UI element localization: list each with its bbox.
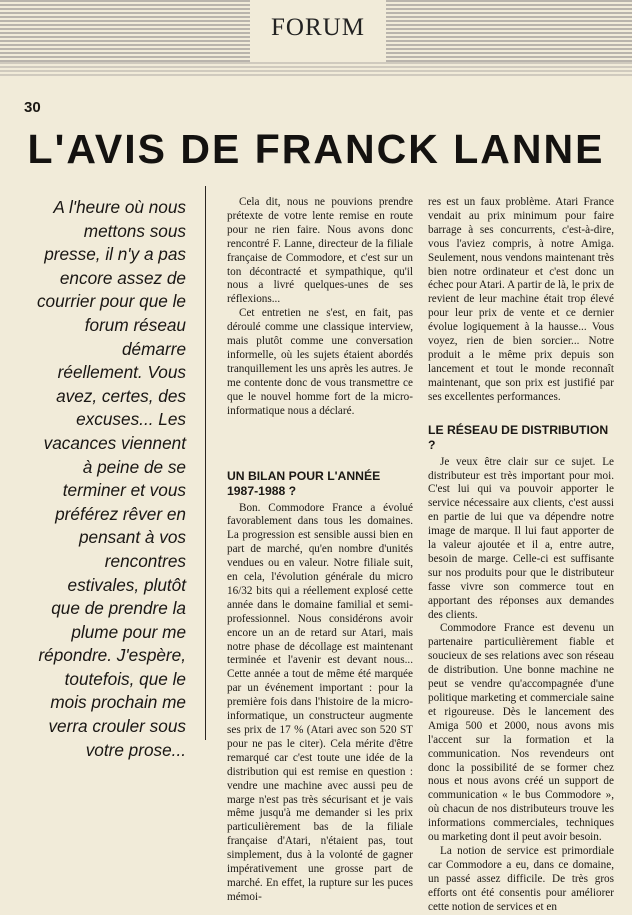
header-stripes-band: [0, 62, 632, 76]
paragraph: Bon. Commodore France a évolué favorablement dans tous les domaines. La progression est sensible aussi bien en part de marché, qu'en nombre d'unités vendues ou en valeur. Notre filiale suit, en cela, l'évolution générale du micro 16/32 bits qui a réellement explosé cette année dans le domaine familial et semi-professionnel. Nous considérons avoir encore un an de retard sur Atari, mais notre phase de décollage est maintenant terminée et l'avenir est devant nous... Cette année a tout de même été marquée par un événement important : pour la première fois dans l'histoire de la micro-informatique, un constructeur augmente ses prix de 17 % (Atari avec son 520 ST pour ne pas le citer). Cela mérite d'être remarqué car c'est toute une idée de la distribution qui est remise en question : vendre une machine avec aussi peu de marge n'est pas très sécurisant et je vais même jusqu'à me demander si les prix particulièrement bas de la filiale française d'Atari, n'étaient pas, tout simplement, dus à la volonté de gagner impérativement une grosse part de marché. En effet, la rupture sur les puces mémoi-: [227, 501, 413, 903]
body-column-2: [428, 196, 614, 915]
paragraph: Commodore France est devenu un partenaire particulièrement fiable et soucieux de ses relations avec son réseau de distribution. Une bonne machine ne peut se vendre qu'accompagnée d'une politique marketing et commerciale saine et rigoureuse. Dès le lancement des Amiga 500 et 2000, nous avons mis l'accent sur la formation et la communication. Nos revendeurs ont donc la possibilité de se former chez nous et nous avons créé un support de communication « le bus Commodore », où chacun de nos distributeurs trouve les informations commerciales, techniques ou marketing dont il peut avoir besoin.: [428, 622, 614, 844]
paragraph: Je veux être clair sur ce sujet. Le distributeur est très important pour moi. C'est lui qui va pouvoir apporter le service nécessaire aux clients, c'est aussi en partie de lui que va dépendre notre image de marque. Il lui faut apporter de la valeur ajoutée et il a, entre autre, besoin de marge. Celle-ci est suffisante sur nos produits pour que le distributeur fasse vivre son commerce tout en apportant des réponses aux demandes des clients.: [428, 455, 614, 621]
paragraph: res est un faux problème. Atari France vendait au prix minimum pour faire barrage à ses concurrents, c'est-à-dire, vous l'aviez compris, à notre Amiga. Seulement, nous vendons maintenant très bien notre ordinateur et c'est donc un échec pour Atari. A partir de là, le prix de revient de leur machine était trop élevé pour leur prix de vente et ce dernier évolue logiquement à la hausse... Vous voyez, rien de bien sorcier... Notre produit a le même prix depuis son lancement et tout le monde reconnaît maintenant, que son prix est justifié par ses excellentes performances.: [428, 196, 614, 403]
paragraph: La notion de service est primordiale car Commodore a eu, dans ce domaine, un passé assez difficile. De très gros efforts ont été consentis pour améliorer cette notion de services et en: [428, 844, 614, 913]
page-number: 30: [24, 99, 41, 116]
article-title: L'AVIS DE FRANCK LANNE: [27, 126, 605, 172]
body-column-1: [227, 196, 413, 905]
header-stripes-right: [386, 0, 632, 62]
article-intro: A l'heure où nous mettons sous presse, il n'y a pas encore assez de courrier pour que le forum réseau démarre réellement. Vous avez, certes, des excuses... Les vacances viennent à peine de se terminer et vous préférez rêver en pensant à vos rencontres estivales, plutôt que de prendre la plume pour me répondre. J'espère, toutefois, que le mois prochain me verra crouler sous votre prose...: [36, 197, 186, 760]
column-divider: [205, 186, 206, 740]
paragraph: Cet entretien ne s'est, en fait, pas déroulé comme une classique interview, mais plutôt comme une conversation informelle, où les sujets étaient abordés tranquillement les uns après les autres. Je me contente donc de vous transmettre ce que le nouvel homme fort de la micro-informatique nous a déclaré.: [227, 307, 413, 417]
section-label: FORUM: [271, 14, 365, 41]
header-stripes-left: [0, 0, 250, 62]
subheading: UN BILAN POUR L'ANNÉE 1987-1988 ?: [227, 468, 381, 498]
paragraph: Cela dit, nous ne pouvions prendre prétexte de votre lente remise en route pour ne rien faire. Nous avons donc rencontré F. Lanne, directeur de la filiale française de Commodore, et c'est sur un ton décontracté et sympathique, qu'il nous a livré quelques-unes de ses réflexions...: [227, 196, 413, 306]
subheading: LE RÉSEAU DE DISTRIBUTION ?: [428, 422, 609, 452]
